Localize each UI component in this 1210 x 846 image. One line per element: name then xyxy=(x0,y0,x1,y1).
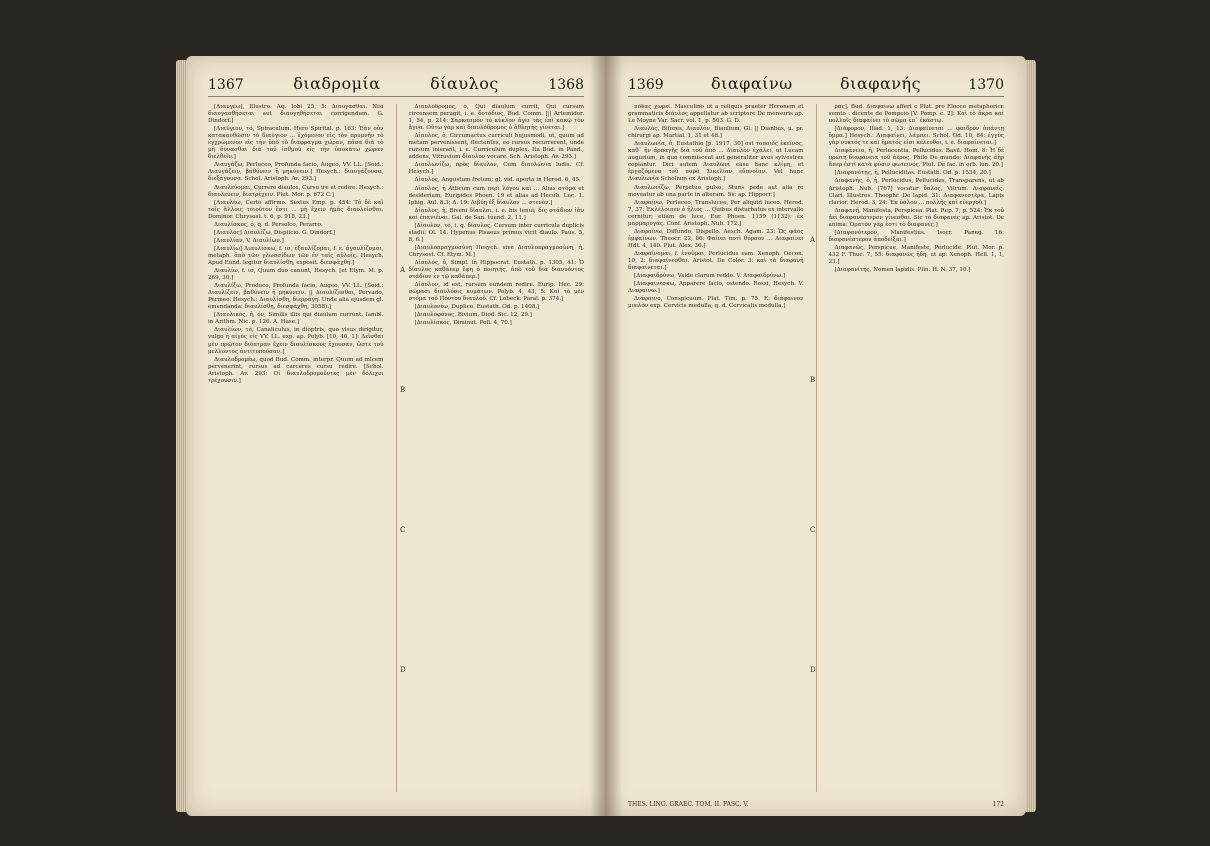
dictionary-entry: Διαυλοδρομέω, quod Bud. Comm. interpr. Quum ad mlcem pervenerint, rursus ad carceres cursu redire. [Schol. Aristoph. Av. 293: Οἱ διαυλοδρομοῦντες μὲν δόλιχοι τρέχουσιν.] xyxy=(208,356,384,384)
header-catchword-left: διαφαίνω xyxy=(710,74,793,93)
margin-letter-a: A xyxy=(810,236,816,244)
dictionary-entry: [Διαυλοπραγμοσύνη Hesych. sive Διαυλοπραγμοσύνη, ἡ, Chrysost. Cf. Etym. M.] xyxy=(408,244,584,258)
margin-letter-b: B xyxy=(810,376,816,384)
margin-letter-c: C xyxy=(810,526,816,534)
dictionary-entry: Δίαυλος, ὁ, Circumactus curriculi hujusmodi, ut, quum ad metam pervenissent, flectentes, eo rursus recurrerent, unde cursum inierant, i. e. Curriculum duplex. Ita Bud. in Pand., addens, Vitruvium δίαυλον vocare. Sch. Aristoph. Av. 293.] xyxy=(408,133,584,161)
dictionary-entry: Διαυλόδρομος, ὁ, Qui diaulum currit, Qui cursum circensem peragit, i. e. δοτόδιος, Bud. Comm. [|| Artemidor. 1, 54, p. 214: Σαρκασμὸν τὸ κύκλον ἄγει τὰς ἐπὶ κακῷ τὸν ἄγνα. Οὕτω γὰρ καὶ διαυλόδρομος ὁ ἀθλητὴς γίνεται.] xyxy=(408,104,584,132)
dictionary-entry: [Δίαυλον, τό, i. q. δίαυλος, Cursum inter curricula duplicis stadii: Ol. 14. Hypenus Pisaeus primus vicit diaulo. Paus. 5, 8, 6.] xyxy=(408,222,584,243)
dictionary-entry: Διαφανῆ, Manifesta, Perspicua. Plat. Rep. 7, p. 524: Ἐκ τοῦ ἀεὶ διαφανέστερον γίνεσθαι. Sic τὸ διαφανὲς ap. Aristot. De anima: Ὁρατὸν γάρ ἐστι τὸ διαφανές.] xyxy=(828,207,1004,228)
dictionary-entry: Διάφαινο, Conspicuum. Plat. Tim. p. 75. E: διάφαινον μυελὸν exp. Cervicis medulla, q. d. Cervicalis medulla.] xyxy=(628,296,804,310)
dictionary-entry: Διαφανής, ὁ, ἡ, Perlucidus, Pellucidus, Transparens, ut ab Aristoph. Nub. [767] vocatur ὕαλος, Vitrum. Διαφανεῖς, Clari, Illustres. Theophr. De lapid. 31: Διαφανεστέρα, Lapis clarior. Herod. 3, 24: Ἐκ ὑάλου ... πολλῆς καὶ εὐεργοῦ.] xyxy=(828,178,1004,206)
page-number-1370: 1370 xyxy=(968,77,1004,93)
dictionary-entry: [Διαυλοφόνος, Bivium. Diod. Sic. 12, 29.] xyxy=(414,312,532,319)
dictionary-entry: Δίαυλος, Angustum fretum; gl. vid. aperta in Herod. 6, 45. xyxy=(414,177,581,184)
header-catchword-left: διαδρομία xyxy=(293,74,381,93)
dictionary-entry: [Διαφανότερον, Manifestius. Isocr. Paneg. 16: διαφανέστερον ἀποδείξαι.] xyxy=(828,229,1004,243)
column-rule xyxy=(816,104,817,792)
left-page-header xyxy=(208,74,584,97)
dictionary-entry: [Διάφορον, Iliad. 1, 13: Διαφαίνεται ... φαιδρὸν ἀπάντῃ ὄμμα.] Hesych.: Διαφαίνει, λάμπει. Schol. Od. 10, 84: ἐγγὺς γὰρ νυκτός τε καὶ ἤματός εἰσι κέλευθοι, i. e. διαφαίνεται.] xyxy=(828,126,1004,147)
dictionary-entry: Διαυλωνίζω, πρὸς δίαυλον, Cum διαυλώνια ludis. Cf. Hesych.] xyxy=(408,162,584,176)
dictionary-entry: [Διαυλίσκος, Diminut. Poll. 4, 70.] xyxy=(414,320,512,327)
left-column-1 xyxy=(208,104,384,792)
right-column-1 xyxy=(628,104,804,792)
dictionary-entry: Διαφάνεια, ἡ, Perlucentia, Pellucidus. Basil. Hom. 8: Ἡ δὲ πρώτη διαφάνεια τοῦ ἀέρος. Philo De mundo: Διαφανὴς ἀὴρ ἅπερ ἐστὶ κατὰ φύσιν φωτεινός. Plut. De fac. in orb. lun. 20.] xyxy=(828,148,1004,169)
header-catchword-right: διαφανής xyxy=(840,74,922,93)
dictionary-entry: Διαυλίσκος, ὁ, q. d. Persolco, Perarro. xyxy=(214,221,323,228)
right-page xyxy=(606,56,1026,816)
right-page-columns xyxy=(628,104,1004,792)
footer-signature: THES. LING. GRAEC. TOM. II. FASC. V. xyxy=(628,801,749,808)
dictionary-entry: [Διαύγιον, τό, Spiraculum. Hero Spirital. p. 163: Ἐὰν οὖν κατακαυθῶσιν τὸ διαύγιον ... ἐχόμενον εἰς τὸν πρυμνῆν τὸ ἐγχρώμενον εἰς τὴν ὑπὸ τὸ διάφραγμα χώραν, πᾶσα διὰ τὸ μὴ δύνασθαι διὰ τοῦ ἰσθμοῦ εἰς τὴν ὑποκάτω χώραν διελθεῖν.] xyxy=(208,126,384,161)
page-edges-left xyxy=(176,60,186,812)
page-edges-right xyxy=(1026,60,1036,812)
dictionary-entry: [Διαυλέω, Certo affirmo. Sextus Emp. p. 454: Τὸ δὲ καὶ τοῖς ἄλλοις τοιοῦτον ἔστι ... μὴ ἔχειν ἡμᾶς διαυλεῖσθαι. Dominor. Chrysost. t. 6, p. 918, 23.] xyxy=(208,199,384,220)
dictionary-entry: [Διαυλός] Διαυλίζω, Dispiicio. G. Dindorf.] xyxy=(214,229,336,236)
dictionary-entry: Διαφαίνομαι, f. ἐνοῦμαι, Perlucidus sum. Xenoph. Oecon. 10, 2: διαφαίνεσθαι. Aristot. De Color. 3: καὶ τὰ διαφανῆ διαφαίνεται.] xyxy=(628,250,804,272)
dictionary-entry: Διαυλωνίζω, Perpetuo pulso, Stuns pede aut alia re moveatur ab una parte in alteram. Sic ap. Hippocr.] xyxy=(628,184,804,198)
right-page-header xyxy=(628,74,1004,97)
left-page-columns xyxy=(208,104,584,792)
dictionary-entry: Διαυλίω, f. ισ, Quum duo canunt, Hesych. [et Etym. M. p. 269, 30.] xyxy=(208,268,384,282)
dictionary-entry: [Διαφαιδρύνω, Valde clarum reddo. V. Διαφαιδρύνω.] xyxy=(634,273,786,280)
margin-letter-d: D xyxy=(400,666,406,674)
margin-letter-c: C xyxy=(400,526,406,534)
margin-letter-b: B xyxy=(400,386,406,394)
dictionary-entry: [Διαφαινεσκω, Apparere facio, ostendo. Rossi, Hesych. V. Διαφαινω.] xyxy=(628,281,804,295)
dictionary-entry: [Διαυλονέω, Duplico. Eustath. Od. p. 1408.] xyxy=(414,304,540,311)
dictionary-entry: πόδας χωρεῖ. Masculino ut a reliquis praeter Heronem et grammaticis διάυλος appellatur ab scriptore De mensuris ap. Le Moyne Var. Sacr. vol. 1, p. 503. G. D. xyxy=(628,104,804,125)
header-catchword-right: δίαυλος xyxy=(430,74,499,93)
page-number-1368: 1368 xyxy=(548,77,584,93)
page-number-1369: 1369 xyxy=(628,77,664,93)
dictionary-entry: Δῖαυλος, ἡ Atticum cum περὶ λόγου καὶ ... Alias στόμα et desiderium, Euripides Phoen. 19 et alias ad Hecub. Luc. 1. Iphig. Aul. 8.3; Δ. 19: Λιβύη ἐξ δίαυλον ... στενὸν.] xyxy=(408,185,584,206)
dictionary-entry: Διαυγάζω, Perluceo, Profunda facio, Augeo, VV. LL. [Soid.: Διαυγάζειν, βαθύνειν ἢ μηκύνειν.] Hesych.: διαυγάζουσα, διεξάγουσα. Schol. Aristoph. Av. 293.] xyxy=(208,162,384,183)
dictionary-entry: [Διαφανότης, ἡ, Pelluciditas. Eustath. Od. p. 1534, 20.] xyxy=(834,170,991,177)
dictionary-entry: Διαφανῶς, Perspicue, Manifeste, Perlucide. Plut. Mor. p. 432 F. Thuc. 7, 55: διαφανῶς ἤδη, ut ap. Xenoph. Hell. 1, 1, 23.] xyxy=(828,244,1004,265)
dictionary-entry: Διαυλίξω, Produco, Profunda facio, Augeo, VV. LL. [Soid.: Διαυλίζειν, βαθύνειν ἢ μηκύνειν. || Διαυλίζεσθαι, Pervado, Permeo. Hesych.: Διαυλίσθη, διερράγη. Unde alia ejusdem gl. emendanda: διαυλίσθη, διεσφάχθη, 3058).] xyxy=(208,283,384,311)
dictionary-entry: Δίαυλος, ἡ, Biveni δίαυλοι, i. e. bis tenui; δὶς στάδιον ἰὰν καὶ ἐπανιέναι. Gal. de San. tuend. 2, 11.] xyxy=(408,207,584,221)
dictionary-entry: [Διαυλίω] Διαυλίσκω, f. ισ, ἐξαυλίζομαι, f. ε. ἀγαυλίζομαι, metaph. ἀπὸ τῶν γλωσσίδων τῶν ἐν ταῖς αὐλοῖς. Hesych. Apud Eund. legitur διαυλίσθη, exposit. διεσφάχθη.] xyxy=(208,245,384,266)
right-page-footer xyxy=(628,801,1004,808)
dictionary-entry: Δίαυλον, id est, rursum eundem redire. Eurip. Hec. 29: σώμασι διαυλόοις κυμάτων. Polyb. 4, 43, 5: Καὶ τὸ μὲν στόμα τοῦ Πόντου διαυλοῦ. Cf. Lobeck. Paral. p. 374.] xyxy=(408,282,584,303)
dictionary-entry: Διαφαίνω, Perluceo, Transluceo, Per aliquid luceo. Herod. 7, 37: Ἐκλέλοιπεν ὁ ἥλιος ... Quibus disturbatus ex intervallo cernitur; etiam de luce, Eur. Phoen. 1159 (1132): ἐκ μαρμαρυγάς. Conf. Aristoph. Nub. 172.] xyxy=(628,199,804,227)
left-column-2 xyxy=(409,104,585,792)
dictionary-entry: [Διαυγέω], Illustro. Aq. Iobi 25, 5: Διαυγάσθαι. Nisi διαυγασθήσεται aut διαυγηθήσεται corrigendum. G. Dindorf.] xyxy=(208,104,384,125)
dictionary-entry: Διαυλίων, τό, Canaliculus, in dioptris, quo visus dirigitur, vulgo ἡ αἰγὸς εἰς VV. LL. exp. ap. Polyb. [10, 46, 1]: Δεῖσθαι μὲν πρῶτον διόπτραν ἔχειν διαυλίσκους ἔχουσαν, ὥστε τοῦ μελλοντος ἀντιτυποῦσαν.] xyxy=(208,327,384,355)
dictionary-entry: Διαυλὸς, Bifores, Διαυλὸν, Biaulium, Gl. || Dianbus, μ. pr. chirurgi ap. Martial. 1, 31 et 48.] xyxy=(628,126,804,140)
dictionary-entry: [Διαυλίαν, V. Διαυλίων.] xyxy=(214,237,284,244)
dictionary-entry: Διαυλεύομαι, Currere diaulos, Cursu ire et redire. Hesych.: διαυλεύειν, διατρέχειν. Plut. Mor. p. 672 C.] xyxy=(208,184,384,198)
dictionary-entry: [Διαυλικός, ἡ, όν, Similis illis qui diaulum currunt. Iambl. in Arithm. Nic. p. 126. A. Hase.] xyxy=(208,312,384,326)
page-number-1367: 1367 xyxy=(208,77,244,93)
footer-sheet-number: 172 xyxy=(992,801,1004,808)
margin-letter-d: D xyxy=(810,666,816,674)
dictionary-entry: Διαυλωνία, ὁ, Eustathio [p. 1917, 30] est τοποιὸς ἐκεῖνος, καθ᾽ ἣν ἀρπαγῆς διὰ τοῦ ἀπὸ ... Διαυλὸν ἐχάλει, ut Lucam augurium, in quo commisceat aut generaliter aves sylvestres copiantur. Dici autem Διαυλωνί ease hanc κλίμη, et ἐργαζόμενα τοῦ παρὰ Σικελίαν εὔπνοῖαν. Vel hunc Διαυλωνία Scholium ex Aristoph.] xyxy=(628,141,804,183)
column-rule xyxy=(396,104,397,792)
margin-letter-a: A xyxy=(400,266,406,274)
left-page xyxy=(186,56,606,816)
dictionary-entry: Διαφαίνω, Diffundo, Dispello. Aesch. Agam. 23: Ὡς φάος ἐμφαίνων. Theocr. 22, 86: Φαίνει ποτὶ θύρσον ... Διαφαίνει Hdt. 4, 140. Plut. Alex. 36.] xyxy=(628,228,804,249)
dictionary-entry: [Διαφανίτης, Nomen lapidis. Plin. H. N. 37, 10.] xyxy=(834,267,971,274)
dictionary-entry: Δίαυλος, ὁ, Simpl. in Hippocrat. Eustath. p. 1305, 41: Ὁ δίαυλος καθάπερ ἔφη ὁ ποιητής, ἀπὸ τοῦ διὰ διανυόντος στάδιον ἐν τῷ καθάπερ.] xyxy=(408,259,584,281)
dictionary-entry: ῥάς]. Bud. Διαφαίνω affert e Plut. pro Eloceo metaphorice sumto : dicente de Pompeio [V. Pomp. c. 2]: Καὶ τὸ ἄκρα καὶ πολλοῖς διαφαίνει τὸ σῶμα ἐπ᾽ ἑκάστῳ. xyxy=(828,104,1004,125)
right-column-2 xyxy=(829,104,1005,792)
